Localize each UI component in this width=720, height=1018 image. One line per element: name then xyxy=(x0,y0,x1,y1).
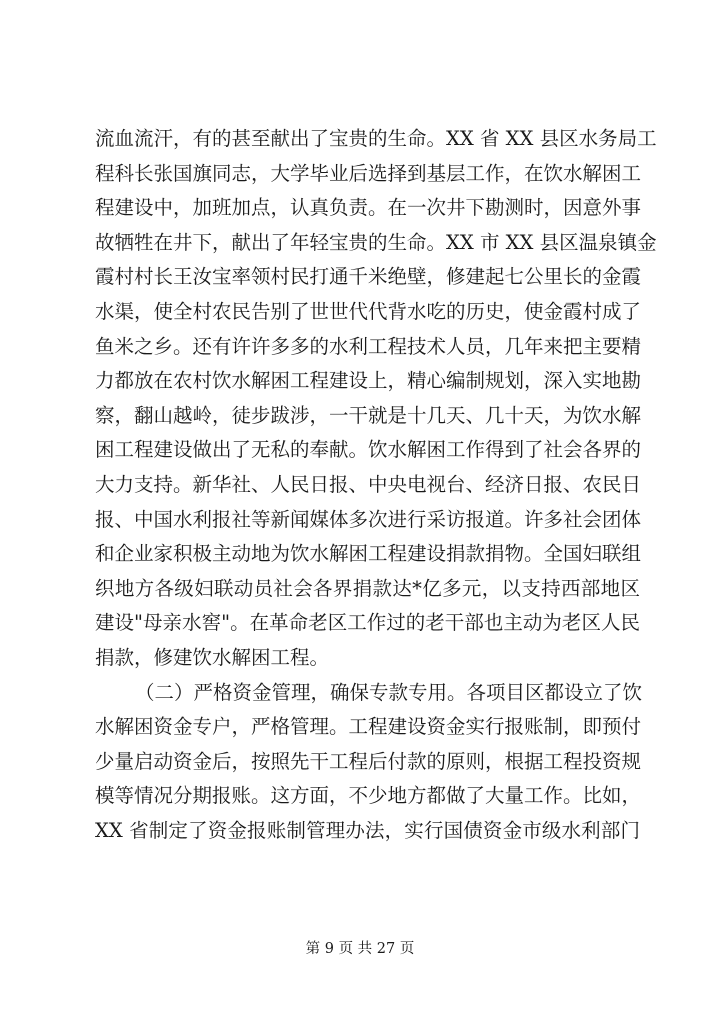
text-line: 水渠，使全村农民告别了世世代代背水吃的历史，使金霞村成了 xyxy=(95,299,642,323)
text-line: 故牺牲在井下，献出了年轻宝贵的生命。XX 市 XX 县区温泉镇金 xyxy=(95,230,657,254)
text-line: 建设"母亲水窖"。在革命老区工作过的老干部也主动为老区人民 xyxy=(95,611,640,635)
text-line: 水解困资金专户，严格管理。工程建设资金实行报账制，即预付 xyxy=(95,715,642,739)
text-line: 少量启动资金后，按照先干工程后付款的原则，根据工程投资规 xyxy=(95,749,642,773)
text-line: 流血流汗，有的甚至献出了宝贵的生命。XX 省 XX 县区水务局工 xyxy=(95,127,657,150)
text-line: 程科长张国旗同志，大学毕业后选择到基层工作，在饮水解困工 xyxy=(95,161,642,185)
text-line: 察，翻山越岭，徒步跋涉，一干就是十几天、几十天，为饮水解 xyxy=(95,403,642,427)
text-line: 力都放在农村饮水解困工程建设上，精心编制规划，深入实地勘 xyxy=(95,369,642,393)
page-number-footer: 第 9 页 共 27 页 xyxy=(305,941,415,957)
text-line: （二）严格资金管理，确保专款专用。各项目区都设立了饮 xyxy=(135,680,643,704)
text-line: 鱼米之乡。还有许许多多的水利工程技术人员，几年来把主要精 xyxy=(95,334,642,358)
text-line: 程建设中，加班加点，认真负责。在一次井下勘测时，因意外事 xyxy=(95,196,642,220)
paragraph-2 xyxy=(95,676,643,849)
text-line: 捐款，修建饮水解困工程。 xyxy=(95,645,330,669)
text-line: 织地方各级妇联动员社会各界捐款达*亿多元，以支持西部地区 xyxy=(95,576,640,600)
text-line: 报、中国水利报社等新闻媒体多次进行采访报道。许多社会团体 xyxy=(95,507,642,531)
paragraph-1 xyxy=(95,122,657,676)
text-line: 霞村村长王汝宝率领村民打通千米绝壁，修建起七公里长的金霞 xyxy=(95,265,642,289)
text-line: 大力支持。新华社、人民日报、中央电视台、经济日报、农民日 xyxy=(95,472,642,496)
text-line: 困工程建设做出了无私的奉献。饮水解困工作得到了社会各界的 xyxy=(95,438,642,462)
document-body xyxy=(95,122,657,848)
text-line: XX 省制定了资金报账制管理办法，实行国债资金市级水利部门 xyxy=(95,818,640,842)
text-line: 模等情况分期报账。这方面，不少地方都做了大量工作。比如， xyxy=(95,784,642,808)
text-line: 和企业家积极主动地为饮水解困工程建设捐款捐物。全国妇联组 xyxy=(95,542,642,566)
